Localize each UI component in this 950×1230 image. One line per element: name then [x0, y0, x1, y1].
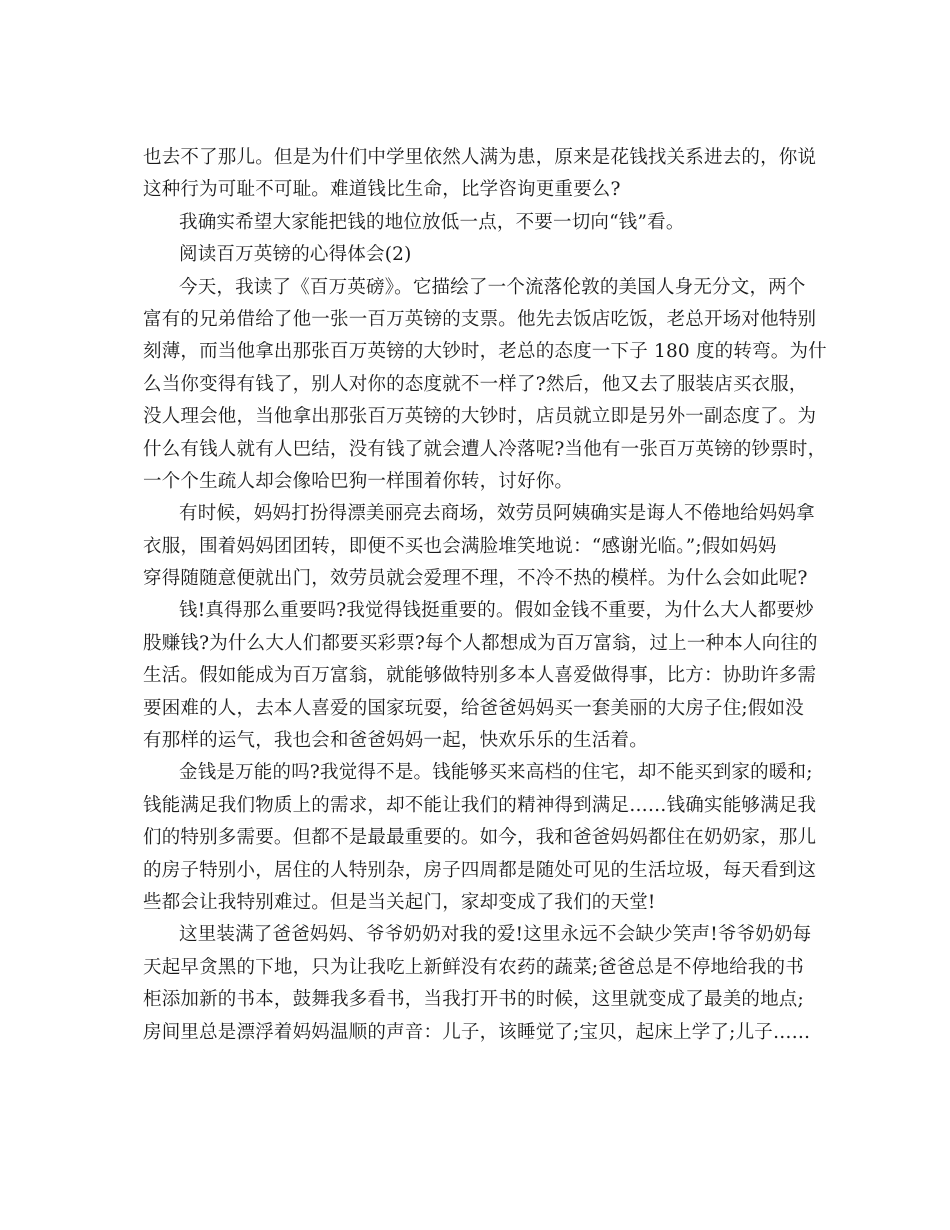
text-line: 衣服，围着妈妈团团转，即便不买也会满脸堆笑地说：“感谢光临。”;假如妈妈 — [143, 535, 777, 557]
text-line: 没人理会他，当他拿出那张百万英镑的大钞时，店员就立即是另外一副态度了。为 — [143, 406, 817, 428]
text-line: 这里装满了爸爸妈妈、爷爷奶奶对我的爱!这里永远不会缺少笑声!爷爷奶奶每 — [179, 924, 812, 946]
text-line: 些都会让我特别难过。但是当关起门，家却变成了我们的天堂! — [143, 891, 656, 913]
text-line: 刻薄，而当他拿出那张百万英镑的大钞时，老总的态度一下子 180 度的转弯。为什 — [143, 341, 827, 363]
text-line: 一个个生疏人却会像哈巴狗一样围着你转，讨好你。 — [143, 470, 574, 492]
text-line: 钱!真得那么重要吗?我觉得钱挺重要的。假如金钱不重要，为什么大人都要炒 — [179, 600, 814, 622]
text-line: 今天，我读了《百万英磅》。它描绘了一个流落伦敦的美国人身无分文，两个 — [179, 276, 806, 298]
text-line: 么当你变得有钱了，别人对你的态度就不一样了?然后，他又去了服装店买衣服， — [143, 373, 808, 395]
text-line: 天起早贪黑的下地，只为让我吃上新鲜没有农药的蔬菜;爸爸总是不停地给我的书 — [143, 956, 804, 978]
document-body — [143, 142, 827, 1049]
text-line: 有那样的运气，我也会和爸爸妈妈一起，快欢乐乐的生活着。 — [143, 730, 648, 752]
text-line: 富有的兄弟借给了他一张一百万英镑的支票。他先去饭店吃饭，老总开场对他特别 — [143, 308, 817, 330]
text-line: 金钱是万能的吗?我觉得不是。钱能够买来高档的住宅，却不能买到家的暖和; — [179, 762, 813, 784]
text-line: 们的特别多需要。但都不是最最重要的。如今，我和爸爸妈妈都住在奶奶家，那儿 — [143, 827, 817, 849]
text-line: 我确实希望大家能把钱的地位放低一点，不要一切向“钱”看。 — [179, 211, 685, 233]
text-line: 股赚钱?为什么大人们都要买彩票?每个人都想成为百万富翁，过上一种本人向往的 — [143, 632, 818, 654]
text-line: 穿得随随意便就出门，效劳员就会爱理不理，不冷不热的模样。为什么会如此呢? — [143, 568, 808, 590]
text-line: 阅读百万英镑的心得体会(2) — [179, 244, 412, 266]
text-line: 也去不了那儿。但是为什们中学里依然人满为患，原来是花钱找关系进去的，你说 — [143, 147, 817, 168]
text-line: 要困难的人，去本人喜爱的国家玩耍，给爸爸妈妈买一套美丽的大房子住;假如没 — [143, 697, 804, 719]
text-line: 有时候，妈妈打扮得漂美丽亮去商场，效劳员阿姨确实是诲人不倦地给妈妈拿 — [179, 503, 815, 525]
text-line: 这种行为可耻不可耻。难道钱比生命，比学咨询更重要么? — [143, 179, 621, 201]
text-line: 钱能满足我们物质上的需求，却不能让我们的精神得到满足……钱确实能够满足我 — [143, 794, 817, 816]
text-line: 什么有钱人就有人巴结，没有钱了就会遭人冷落呢?当他有一张百万英镑的钞票时， — [143, 438, 827, 460]
text-line: 柜添加新的书本，鼓舞我多看书，当我打开书的时候，这里就变成了最美的地点; — [143, 989, 804, 1011]
text-line: 房间里总是漂浮着妈妈温顺的声音：儿子，该睡觉了;宝贝，起床上学了;儿子…… — [143, 1021, 811, 1043]
text-line: 的房子特别小，居住的人特别杂，房子四周都是随处可见的生活垃圾，每天看到这 — [143, 859, 817, 881]
text-line: 生活。假如能成为百万富翁，就能够做特别多本人喜爱做得事，比方：协助许多需 — [143, 665, 817, 687]
